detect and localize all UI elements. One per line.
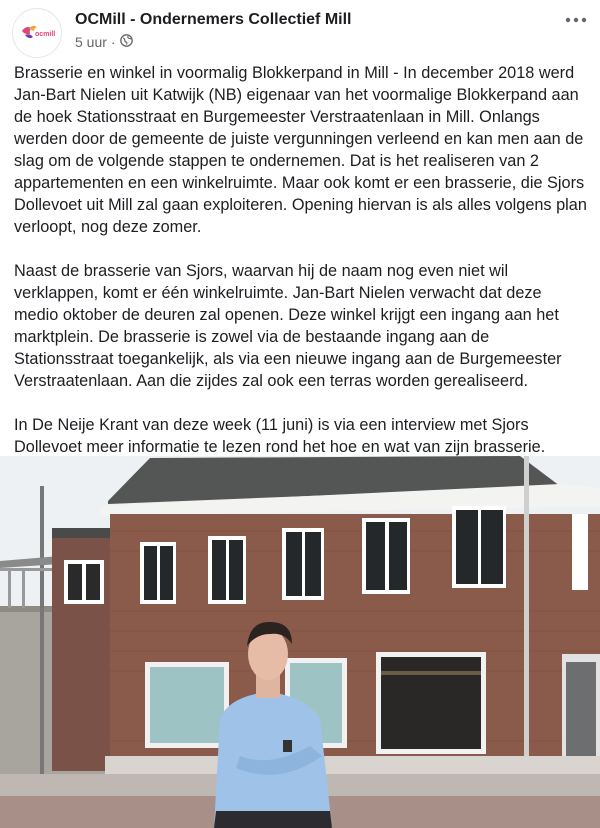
meta-separator: · bbox=[110, 34, 116, 50]
globe-icon[interactable] bbox=[120, 34, 133, 50]
post-paragraph: Brasserie en winkel in voormalig Blokkerpand in Mill - In december 2018 werd Jan-Bart Nielen uit Katwijk (NB) eigenaar van het voormalige Blokkerpand aan de hoek Stationsstraat en Burgemeester Verstraatenlaan in Mill. Onlangs werden door de gemeente de juiste vergunningen verleend en kan men aan de slag om de volgende stappen te ondernemen. Dat is het realiseren van 2 appartementen en een winkelruimte. Maar ook komt er een brasserie, die Sjors Dollevoet uit Mill zal gaan exploiteren. Opening hiervan is als alles volgens plan verloopt, nog deze zomer. bbox=[14, 64, 587, 236]
post-timestamp[interactable]: 5 uur bbox=[75, 34, 107, 50]
post-photo[interactable] bbox=[0, 456, 600, 828]
post-meta bbox=[75, 34, 133, 50]
svg-text:ocmill: ocmill bbox=[35, 31, 56, 38]
post-paragraph: In De Neije Krant van deze week (11 juni) is via een interview met Sjors Dollevoet meer informatie te lezen rond het hoe en wat van zijn brasserie. bbox=[14, 416, 546, 456]
ocmill-logo bbox=[13, 9, 62, 58]
page-avatar[interactable] bbox=[12, 8, 62, 58]
page-name-link[interactable]: OCMill - Ondernemers Collectief Mill bbox=[75, 11, 352, 28]
post-text bbox=[14, 62, 590, 458]
more-horizontal-icon bbox=[564, 10, 588, 30]
building-photo bbox=[0, 456, 600, 828]
post-paragraph: Naast de brasserie van Sjors, waarvan hij de naam nog even niet wil verklappen, komt er één winkelruimte. Jan-Bart Nielen verwacht dat deze medio oktober de deuren zal openen. Deze winkel krijgt een ingang aan het marktplein. De brasserie is zowel via de bestaande ingang aan de Stationsstraat toegankelijk, als via een nieuwe ingang aan de Burgemeester Verstraatenlaan. Aan die zijdes zal ook een terras worden gerealiseerd. bbox=[14, 262, 562, 390]
post-header bbox=[0, 0, 600, 62]
more-options-button[interactable] bbox=[564, 10, 588, 30]
